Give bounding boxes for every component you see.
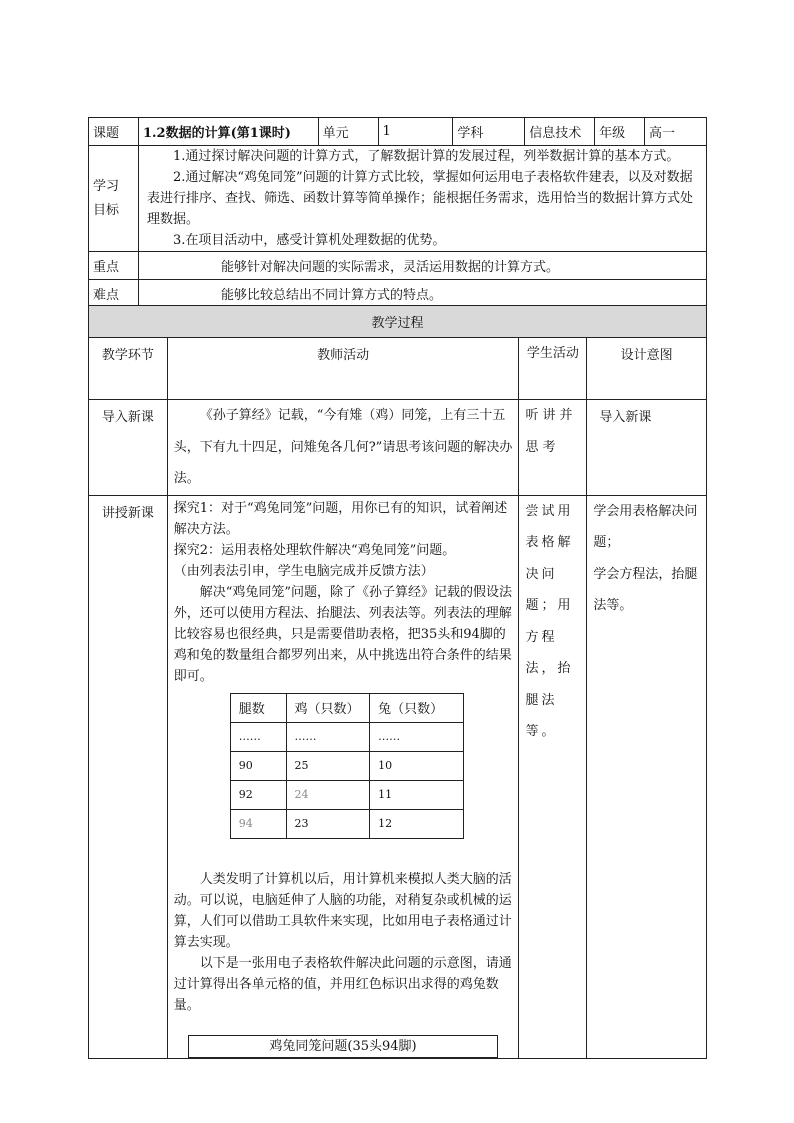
- difficulty-value: 能够比较总结出不同计算方式的特点。: [138, 280, 706, 308]
- explore-1: 探究1：对于“鸡兔同笼”问题，用你已有的知识，试着阐述解决方法。: [173, 500, 508, 537]
- student-new-lesson-text: 尝试用表格解决问题；用方程法，抬腿法等。: [525, 503, 574, 739]
- table-cell: 90: [230, 751, 286, 780]
- objectives-label-text: 学习目标: [93, 178, 120, 218]
- objective-1: 1.通过探讨解决问题的计算方式，了解数据计算的发展过程，列举数据计算的基本方式。: [172, 149, 680, 164]
- objectives-cell: [138, 146, 706, 252]
- teacher-new-lesson: [167, 495, 519, 1058]
- unit-value: 1: [378, 118, 453, 146]
- course-label: 课题: [89, 118, 139, 146]
- student-new-lesson: [519, 495, 587, 1058]
- process-title: 教学过程: [89, 306, 707, 338]
- intent-intro: [587, 400, 707, 496]
- col-student-header: 学生活动: [519, 338, 587, 400]
- intent-new-lesson: [587, 495, 707, 1058]
- intent-line-1: 学会用表格解决问题；: [593, 503, 698, 550]
- list-method-table: [230, 693, 464, 839]
- table-cell: 94: [230, 809, 286, 838]
- spreadsheet-task-text: 以下是一张用电子表格软件解决此问题的示意图，请通过计算得出各单元格的值，并用红色标识出求得的鸡兔数量。: [173, 955, 512, 1013]
- teacher-intro: [167, 400, 519, 496]
- student-intro-text: 听讲并思考: [525, 408, 577, 455]
- student-intro: [519, 400, 587, 496]
- unit-label: 单元: [318, 118, 378, 146]
- key-point-value: 能够针对解决问题的实际需求，灵活运用数据的计算方式。: [138, 252, 706, 280]
- table-cell: ……: [230, 722, 286, 751]
- intent-line-2: 学会方程法，抬腿法等。: [593, 566, 698, 613]
- intro-text: 《孙子算经》记载，“今有雉（鸡）同笼，上有三十五头，下有九十四足，问雉兔各几何?”请思考该问题的解决办法。: [173, 408, 513, 486]
- stage-intro: 导入新课: [89, 400, 168, 496]
- table-cell: ……: [370, 722, 464, 751]
- list-method-text: 解决“鸡兔同笼”问题，除了《孙子算经》记载的假设法外，还可以使用方程法、抬腿法、列表法等。列表法的理解比较容易也很经典，只是需要借助表格，把35头和94脚的鸡和兔的数量组合都罗列出来，从中挑选出符合条件的结果即可。: [173, 584, 512, 684]
- grade-label: 年级: [595, 118, 645, 146]
- subject-label: 学科: [453, 118, 525, 146]
- spreadsheet-caption: 鸡兔同笼问题(35头94脚): [188, 1035, 498, 1058]
- objectives-label: [89, 146, 139, 252]
- grade-value: 高一: [645, 118, 707, 146]
- explore-note: （由列表法引申，学生电脑完成并反馈方法）: [173, 563, 434, 579]
- table-cell: 24: [286, 780, 370, 809]
- table-cell: 11: [370, 780, 464, 809]
- stage-new-lesson: 讲授新课: [89, 495, 168, 1058]
- course-title: 1.2数据的计算(第1课时): [138, 118, 318, 146]
- difficulty-label: 难点: [89, 280, 139, 308]
- subject-value: 信息技术: [525, 118, 595, 146]
- rabbit-header: 兔（只数）: [370, 693, 464, 722]
- col-teacher-header: 教师活动: [167, 338, 519, 400]
- explore-2: 探究2：运用表格处理软件解决“鸡兔同笼”问题。: [173, 542, 456, 558]
- table-cell: ……: [286, 722, 370, 751]
- table-cell: 23: [286, 809, 370, 838]
- legs-header: 腿数: [230, 693, 286, 722]
- objective-3: 3.在项目活动中，感受计算机处理数据的优势。: [172, 233, 446, 248]
- lesson-info-table: [88, 117, 707, 308]
- table-cell: 12: [370, 809, 464, 838]
- teaching-process-table: [88, 305, 707, 1059]
- table-cell: 25: [286, 751, 370, 780]
- chicken-header: 鸡（只数）: [286, 693, 370, 722]
- col-stage-header: 教学环节: [89, 338, 168, 400]
- table-cell: 92: [230, 780, 286, 809]
- intent-intro-text: 导入新课: [599, 410, 652, 425]
- computer-text: 人类发明了计算机以后，用计算机来模拟人类大脑的活动。可以说，电脑延伸了人脑的功能，对稍复杂或机械的运算，人们可以借助工具软件来实现，比如用电子表格通过计算去实现。: [173, 871, 512, 950]
- key-point-label: 重点: [89, 252, 139, 280]
- table-cell: 10: [370, 751, 464, 780]
- objective-2: 2.通过解决“鸡兔同笼”问题的计算方式比较，掌握如何运用电子表格软件建表，以及对数据表进行排序、查找、筛选、函数计算等简单操作；能根据任务需求，选用恰当的数据计算方式处理数据。: [146, 170, 693, 227]
- col-intent-header: 设计意图: [587, 338, 707, 400]
